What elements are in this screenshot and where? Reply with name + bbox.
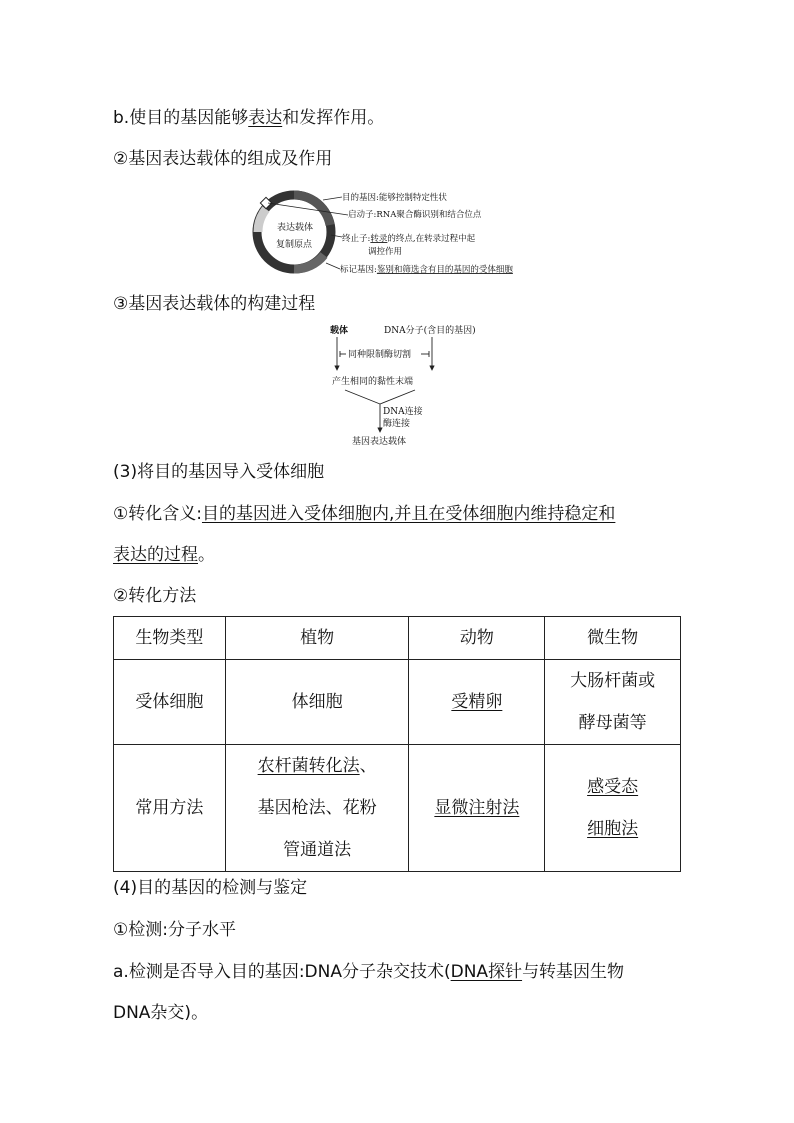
underlined-answer: 目的基因进入受体细胞内,并且在受体细胞内维持稳定和	[201, 504, 616, 524]
underlined-answer: 表达	[248, 108, 283, 128]
row-label: 受体细胞	[114, 660, 226, 745]
underlined-answer: 感受态	[587, 777, 639, 797]
heading-construction: ③基因表达载体的构建过程	[113, 294, 316, 314]
table-cell	[409, 660, 545, 745]
flow-dna-label: DNA分子(含目的基因)	[384, 326, 476, 336]
callout-target-gene: 目的基因:能够控制特定性状	[342, 193, 447, 203]
underlined-answer: 表达的过程	[113, 545, 198, 565]
table-cell: 农杆菌转化法、 基因枪法、花粉 管通道法	[225, 745, 409, 872]
line-b-expression: b.使目的基因能够表达和发挥作用。	[113, 108, 385, 128]
callout-terminator: 终止子:转录的终点,在转录过程中起	[342, 234, 476, 244]
header-cell: 动物	[409, 617, 545, 660]
heading-transform: (3)将目的基因导入受体细胞	[113, 462, 325, 482]
table-header-row	[114, 617, 681, 660]
plasmid-diagram	[250, 185, 550, 277]
underlined-answer: 细胞法	[587, 819, 639, 839]
callout-marker: 标记基因:鉴别和筛选含有目的基因的受体细胞	[340, 265, 513, 275]
ori-segment	[258, 209, 266, 232]
marker-segment	[294, 255, 324, 269]
header-cell: 植物	[225, 617, 409, 660]
callout-terminator-line2: 调控作用	[368, 247, 403, 257]
header-cell: 微生物	[545, 617, 681, 660]
methods-table	[113, 616, 681, 872]
underlined-answer: 农杆菌转化法	[257, 756, 360, 776]
transformation-definition-line1: ①转化含义:目的基因进入受体细胞内,并且在受体细胞内维持稳定和	[113, 504, 616, 524]
flow-ligase-line1: DNA连接	[383, 407, 423, 417]
table-cell: 大肠杆菌或 酵母菌等	[545, 660, 681, 745]
table-row	[114, 745, 681, 872]
transformation-definition-line2: 表达的过程。	[113, 545, 215, 565]
callout-line	[326, 263, 340, 269]
table-cell	[545, 745, 681, 872]
flow-product: 基因表达载体	[352, 437, 407, 447]
flow-enzyme-step: 同种限制酶切割	[348, 350, 412, 360]
flow-ligase-line2: 酶连接	[383, 419, 411, 429]
heading-methods: ②转化方法	[113, 586, 197, 606]
flow-sticky-ends: 产生相同的黏性末端	[332, 377, 414, 387]
table-row	[114, 660, 681, 745]
vector-center-label: 表达载体	[276, 223, 314, 233]
row-label: 常用方法	[114, 745, 226, 872]
ori-label: 复制原点	[276, 240, 313, 250]
table-cell	[409, 745, 545, 872]
heading-vector-components: ②基因表达载体的组成及作用	[113, 149, 333, 169]
heading-detection: (4)目的基因的检测与鉴定	[113, 878, 308, 898]
underlined-answer: 显微注射法	[434, 798, 520, 818]
callout-line	[268, 203, 348, 215]
table-cell: 体细胞	[225, 660, 409, 745]
merge-line	[380, 390, 415, 404]
merge-line	[345, 390, 380, 404]
callout-line	[323, 197, 342, 200]
detection-level: ①检测:分子水平	[113, 920, 236, 940]
construction-flow-diagram	[310, 322, 490, 448]
underlined-answer: DNA探针	[450, 962, 523, 982]
underlined-answer: 受精卵	[451, 692, 503, 712]
callout-promoter: 启动子:RNA聚合酶识别和结合位点	[348, 210, 482, 220]
flow-vector-label: 载体	[330, 326, 349, 336]
header-cell: 生物类型	[114, 617, 226, 660]
detection-a-line2: DNA杂交)。	[113, 1003, 209, 1023]
detection-a-line1: a.检测是否导入目的基因:DNA分子杂交技术(DNA探针与转基因生物	[113, 962, 625, 982]
